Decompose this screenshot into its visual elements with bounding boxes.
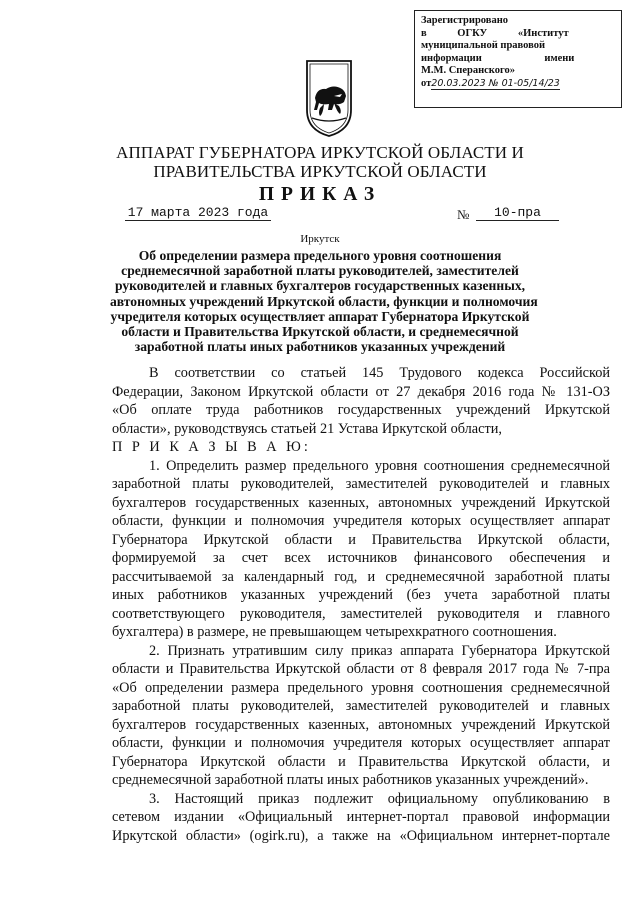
body-line: «Об определении размера предельного уровня соотношения среднемесячной xyxy=(112,679,610,696)
stamp-line: информации имени xyxy=(421,52,575,64)
body-line: сетевом издании «Официальный интернет-портал правовой информации xyxy=(112,809,610,825)
body-line: заработной платы руководителей, заместителей руководителей и главных xyxy=(112,476,610,492)
subject-line: области и Правительства Иркутской области, и среднемесячной xyxy=(121,324,519,340)
header-line-1: АППАРАТ ГУБЕРНАТОРА ИРКУТСКОЙ ОБЛАСТИ И xyxy=(116,143,524,162)
subject-line: среднемесячной заработной платы руководителей, заместителей xyxy=(121,263,519,279)
stamp-prefix: от xyxy=(421,77,432,89)
body-line: Федерации, Законом Иркутской области от 27 декабря 2016 года № 131-ОЗ xyxy=(112,383,610,400)
body-line: бухгалтеров государственных казенных, автономных учреждений Иркутской xyxy=(112,716,610,733)
subject-line: автономных учреждений Иркутской области, функции и полномочия xyxy=(110,293,538,309)
body-line: 2. Признать утратившим силу приказ аппарата Губернатора Иркутской xyxy=(149,642,610,659)
header-line-2: ПРАВИТЕЛЬСТВА ИРКУТСКОЙ ОБЛАСТИ xyxy=(153,162,487,181)
document-body xyxy=(112,364,610,845)
body-line: Губернатора Иркутской области и Правительства Иркутской области, и xyxy=(112,753,610,770)
number-sign: № xyxy=(457,207,470,222)
subject-line: руководителей и главных бухгалтеров государственных казенных, xyxy=(114,278,526,294)
body-line: рассчитываемой за календарный год, и среднемесячной заработной платы xyxy=(112,568,610,585)
city: Иркутск xyxy=(300,233,340,245)
body-line: иных работников указанных учреждений (без учета заработной платы xyxy=(112,587,610,603)
body-line: области, функции и полномочия учредителя которых осуществляет аппарат xyxy=(112,513,610,529)
body-line: В соответствии со статьей 145 Трудового кодекса Российской xyxy=(149,365,610,381)
body-line: области», руководствуясь статьей 21 Устава Иркутской области, xyxy=(112,420,502,437)
subject-line: заработной платы иных работников указанных учреждений xyxy=(134,339,506,355)
order-word: П Р И К А З Ы В А Ю: xyxy=(112,439,311,455)
body-line: бухгалтера) в размере, не превышающем четырехкратного соотношения. xyxy=(112,624,557,640)
body-line: области и Правительства Иркутской области от 8 февраля 2017 года № 7-пра xyxy=(112,661,610,677)
document-number: 10-пра xyxy=(476,205,559,221)
body-line: 1. Определить размер предельного уровня соотношения среднемесячной xyxy=(149,457,610,474)
stamp-date-line xyxy=(421,78,615,91)
body-line: формируемой за счет всех источников финансового обеспечения и xyxy=(112,550,610,566)
stamp-handwritten-number: 20.03.2023 № 01-05/14/23 xyxy=(431,77,560,89)
body-line: Губернатора Иркутской области и Правительства Иркутской области, xyxy=(112,531,610,548)
document-type-title: ПРИКАЗ xyxy=(258,184,382,205)
body-line: Иркутской области» (ogirk.ru), а также на «Официальном интернет-портале xyxy=(112,827,610,844)
irkutsk-coat-of-arms-icon xyxy=(304,58,354,138)
stamp-line: в ОГКУ «Институт xyxy=(421,27,569,39)
body-line: бухгалтеров государственных казенных, автономных учреждений Иркутской xyxy=(112,494,610,511)
subject-line: Об определении размера предельного уровня соотношения xyxy=(138,248,502,263)
document-date: 17 марта 2023 года xyxy=(125,205,271,221)
registration-stamp xyxy=(414,10,622,108)
document-subject xyxy=(110,248,538,355)
body-line: заработной платы руководителей, заместителей руководителей и главных xyxy=(112,698,610,714)
body-line: среднемесячной заработной платы иных работников указанных учреждений». xyxy=(112,772,589,788)
stamp-line: муниципальной правовой xyxy=(421,40,546,52)
body-line: «Об оплате труда работников государственных учреждений Иркутской xyxy=(112,402,610,418)
body-line: области, функции и полномочия учредителя которых осуществляет аппарат xyxy=(112,735,610,751)
stamp-line: М.М. Сперанского» xyxy=(421,65,515,77)
subject-line: учредителя которых осуществляет аппарат Губернатора Иркутской xyxy=(110,308,530,324)
body-line: 3. Настоящий приказ подлежит официальному опубликованию в xyxy=(149,790,610,807)
body-line: соответствующего руководителя, заместителей руководителя и главного xyxy=(112,605,610,622)
stamp-line: Зарегистрировано xyxy=(421,15,508,26)
